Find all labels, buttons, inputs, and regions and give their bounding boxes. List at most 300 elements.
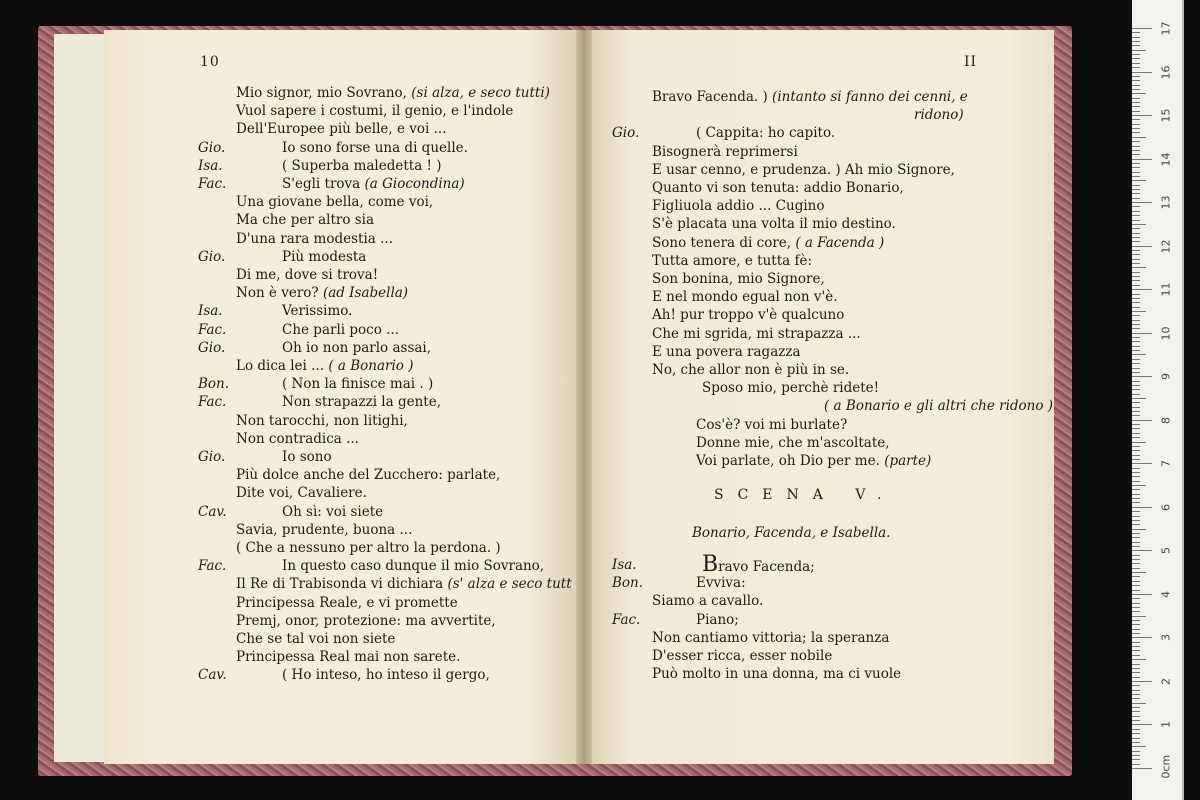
ruler-tick xyxy=(1132,446,1140,447)
stage-direction: (ad Isabella) xyxy=(322,285,409,302)
ruler-number: 5 xyxy=(1159,547,1173,555)
verse-line xyxy=(652,179,904,197)
ruler-tick xyxy=(1132,250,1140,251)
verse-text: ( Superba maledetta ! ) xyxy=(282,157,442,174)
verse-line xyxy=(236,594,458,612)
ruler-tick xyxy=(1132,585,1140,586)
verse-line xyxy=(652,306,844,324)
ruler-tick xyxy=(1132,189,1140,190)
ruler-tick xyxy=(1132,707,1140,708)
ruler-tick xyxy=(1132,529,1146,530)
ruler-tick xyxy=(1132,516,1140,517)
ruler-tick xyxy=(1132,32,1140,33)
speaker-label: Gio. xyxy=(198,139,226,156)
ruler-number: 6 xyxy=(1159,503,1173,511)
verse-text: Sono tenera di core, xyxy=(652,234,796,251)
verse-text: ( Non la finisce mai . ) xyxy=(282,376,434,393)
verse-text: Più dolce anche del Zucchero: parlate, xyxy=(236,467,501,484)
verse-line xyxy=(696,416,847,434)
verse-text: Può molto in una donna, ma ci vuole xyxy=(652,666,902,683)
ruler-tick xyxy=(1132,359,1140,360)
verse-text: E usar cenno, e prudenza. ) Ah mio Signore, xyxy=(652,161,955,178)
verse-line xyxy=(236,521,412,539)
ruler-tick xyxy=(1132,442,1146,443)
ruler-tick xyxy=(1132,655,1140,656)
speaker-label: Bon. xyxy=(612,575,644,592)
book-gutter xyxy=(576,30,592,764)
ruler-tick xyxy=(1132,511,1140,512)
verse-line xyxy=(236,648,460,666)
verse-line xyxy=(652,252,812,270)
ruler-tick xyxy=(1132,41,1140,42)
ruler-tick xyxy=(1132,738,1140,739)
verse-line xyxy=(236,230,393,248)
ruler-tick xyxy=(1132,389,1140,390)
verse-line xyxy=(652,665,901,683)
ruler-tick xyxy=(1132,681,1152,682)
ruler-tick xyxy=(1132,472,1140,473)
ruler-number: 8 xyxy=(1159,416,1173,424)
speaker-label: Cav. xyxy=(198,667,227,684)
verse-line xyxy=(236,102,513,120)
verse-line xyxy=(282,448,332,466)
ruler-tick xyxy=(1132,93,1146,94)
verse-line xyxy=(282,175,465,193)
verse-text: Io sono xyxy=(282,449,332,465)
ruler-tick xyxy=(1132,224,1146,225)
verse-line xyxy=(652,325,861,343)
ruler-number: 14 xyxy=(1159,152,1173,167)
ruler-tick xyxy=(1132,89,1140,90)
verse-text: Piano; xyxy=(696,611,739,628)
ruler-tick xyxy=(1132,307,1140,308)
ruler-tick xyxy=(1132,524,1140,525)
ruler-tick xyxy=(1132,285,1140,286)
ruler-tick xyxy=(1132,119,1140,120)
ruler-tick xyxy=(1132,54,1140,55)
verse-line xyxy=(696,124,835,142)
ruler-tick xyxy=(1132,154,1140,155)
ruler-tick xyxy=(1132,146,1140,147)
verse-text: D'una rara modestia ... xyxy=(236,230,394,247)
ruler-tick xyxy=(1132,368,1140,369)
stage-direction: (intanto si fanno dei cenni, e xyxy=(772,89,968,105)
speaker-label: Fac. xyxy=(198,176,227,192)
verse-text: Principessa Reale, e vi promette xyxy=(236,594,458,611)
verse-line xyxy=(236,193,433,211)
ruler-tick xyxy=(1132,494,1140,495)
ruler-tick xyxy=(1132,433,1140,434)
verse-text: Savia, prudente, buona ... xyxy=(236,521,413,538)
verse-text: Bravo Facenda. ) xyxy=(652,89,773,105)
ruler-tick xyxy=(1132,542,1140,543)
ruler-tick xyxy=(1132,659,1146,660)
ruler-tick xyxy=(1132,311,1146,312)
verse-text: S'è placata una volta il mio destino. xyxy=(652,216,896,233)
verse-text: Evviva: xyxy=(696,575,746,592)
verse-text: Che parli poco ... xyxy=(282,321,399,338)
verse-line xyxy=(652,215,896,233)
speaker-label: Fac. xyxy=(198,321,227,338)
ruler-tick xyxy=(1132,376,1152,377)
ruler-tick xyxy=(1132,259,1140,260)
ruler-tick xyxy=(1132,724,1152,725)
verse-text: Non contradica ... xyxy=(236,430,359,447)
speaker-label: Gio. xyxy=(198,339,226,356)
ruler-tick xyxy=(1132,298,1140,299)
stage-direction: (parte) xyxy=(884,453,932,469)
verse-line xyxy=(282,302,352,320)
speaker-label: Fac. xyxy=(612,611,641,628)
ruler-tick xyxy=(1132,354,1146,355)
ruler-tick xyxy=(1132,598,1140,599)
verse-line xyxy=(236,211,374,229)
ruler-tick xyxy=(1132,206,1140,207)
ruler-tick xyxy=(1132,172,1140,173)
ruler-number: 0cm xyxy=(1159,754,1173,779)
ruler-tick xyxy=(1132,768,1152,769)
ruler-tick xyxy=(1132,185,1140,186)
verse-text: Dell'Europee più belle, e voi ... xyxy=(236,121,447,138)
ruler-tick xyxy=(1132,324,1140,325)
verse-text: E una povera ragazza xyxy=(652,343,801,360)
ruler-tick xyxy=(1132,267,1146,268)
ruler-tick xyxy=(1132,677,1140,678)
scene-title: SCENA V. xyxy=(714,487,896,503)
ruler-tick xyxy=(1132,489,1140,490)
ruler-tick xyxy=(1132,58,1140,59)
ruler-number: 3 xyxy=(1159,634,1173,642)
verse-text: Sposo mio, perchè ridete! xyxy=(702,380,880,397)
verse-text: Tutta amore, e tutta fè: xyxy=(652,252,813,269)
ruler-tick xyxy=(1132,215,1140,216)
ruler-tick xyxy=(1132,394,1140,395)
ruler-tick xyxy=(1132,289,1152,290)
verse-text: Non cantiamo vittoria; la speranza xyxy=(652,629,890,646)
ruler-number: 1 xyxy=(1159,721,1173,729)
scene-characters: Bonario, Facenda, e Isabella. xyxy=(692,525,891,541)
verse-text: Cos'è? voi mi burlate? xyxy=(696,416,848,433)
ruler-tick xyxy=(1132,520,1140,521)
speaker-label: Isa. xyxy=(612,557,637,573)
verse-text: ( Che a nessuno per altro la perdona. ) xyxy=(236,540,501,556)
ruler-number: 16 xyxy=(1159,65,1173,80)
verse-line xyxy=(236,412,408,430)
ruler-tick xyxy=(1132,45,1140,46)
verse-text: Il Re di Trabisonda vi dichiara xyxy=(236,576,448,593)
ruler-tick xyxy=(1132,411,1140,412)
verse-line xyxy=(236,630,395,648)
verse-text: Principessa Real mai non sarete. xyxy=(236,649,461,666)
ruler-tick xyxy=(1132,228,1140,229)
stage-direction: ( a Facenda ) xyxy=(795,234,885,251)
ruler-tick xyxy=(1132,546,1140,547)
ruler-tick xyxy=(1132,694,1140,695)
verse-line xyxy=(236,612,496,630)
verse-text: Donne mie, che m'ascoltate, xyxy=(696,434,890,451)
ruler-tick xyxy=(1132,163,1140,164)
ruler-tick xyxy=(1132,363,1140,364)
ruler-tick xyxy=(1132,455,1140,456)
verse-text: E nel mondo egual non v'è. xyxy=(652,289,838,306)
ruler-tick xyxy=(1132,507,1152,508)
ruler-tick xyxy=(1132,498,1140,499)
ruler-tick xyxy=(1132,220,1140,221)
ruler-tick xyxy=(1132,320,1140,321)
verse-text: Più modesta xyxy=(282,248,367,265)
verse-line xyxy=(914,106,964,124)
verse-line xyxy=(236,266,378,284)
ruler-edge xyxy=(1182,0,1184,800)
ruler-number: 4 xyxy=(1159,590,1173,598)
verse-line xyxy=(696,574,746,592)
ruler-tick xyxy=(1132,302,1140,303)
ruler-tick xyxy=(1132,468,1140,469)
ruler-tick xyxy=(1132,646,1140,647)
speaker-label: Gio. xyxy=(612,125,640,142)
ruler-tick xyxy=(1132,176,1140,177)
verse-text: Mio signor, mio Sovrano, xyxy=(236,85,412,101)
ruler-tick xyxy=(1132,729,1140,730)
ruler-tick xyxy=(1132,37,1140,38)
ruler-tick xyxy=(1132,459,1140,460)
page-number-right: II xyxy=(964,54,978,70)
ruler-tick xyxy=(1132,703,1146,704)
ruler-tick xyxy=(1132,559,1140,560)
ruler-tick xyxy=(1132,150,1140,151)
ruler-tick xyxy=(1132,407,1140,408)
ruler-tick xyxy=(1132,337,1140,338)
verse-text: Non è vero? xyxy=(236,285,323,302)
verse-text: Voi parlate, oh Dio per me. xyxy=(696,453,885,469)
verse-line xyxy=(824,397,1053,415)
ruler-tick xyxy=(1132,106,1140,107)
verse-line xyxy=(652,197,824,215)
ruler-tick xyxy=(1132,698,1140,699)
verse-line xyxy=(282,157,442,175)
ruler-tick xyxy=(1132,502,1140,503)
speaker-label: Isa. xyxy=(198,303,223,320)
ruler-tick xyxy=(1132,629,1140,630)
speaker-label: Gio. xyxy=(198,248,226,265)
verse-line xyxy=(652,592,763,610)
ruler-tick xyxy=(1132,237,1140,238)
ruler-tick xyxy=(1132,167,1140,168)
verse-text: S'egli trova xyxy=(282,176,365,192)
verse-line xyxy=(236,284,408,302)
ruler-tick xyxy=(1132,664,1140,665)
ruler-tick xyxy=(1132,159,1152,160)
verse-text: Premj, onor, protezione: ma avvertite, xyxy=(236,612,496,629)
ruler-tick xyxy=(1132,485,1146,486)
verse-line xyxy=(652,629,889,647)
stage-direction: (si alza, e seco tutti) xyxy=(411,85,550,101)
verse-line xyxy=(696,611,739,629)
verse-text: ( Cappita: ho capito. xyxy=(696,125,836,142)
verse-text: D'esser ricca, esser nobile xyxy=(652,648,833,664)
verse-text: Dite voi, Cavaliere. xyxy=(236,485,367,502)
ruler-tick xyxy=(1132,620,1140,621)
ruler-tick xyxy=(1132,581,1140,582)
ruler-tick xyxy=(1132,476,1140,477)
ruler-number: 11 xyxy=(1159,282,1173,297)
ruler-tick xyxy=(1132,576,1140,577)
ruler-tick xyxy=(1132,759,1140,760)
ruler-tick xyxy=(1132,202,1152,203)
ruler-tick xyxy=(1132,568,1140,569)
verse-text: Non tarocchi, non litighi, xyxy=(236,412,408,429)
verse-text: Quanto vi son tenuta: addio Bonario, xyxy=(652,180,904,196)
ruler-tick xyxy=(1132,624,1140,625)
verse-line xyxy=(282,339,431,357)
ruler-tick xyxy=(1132,72,1152,73)
verse-text: Oh sì: voi siete xyxy=(282,503,384,520)
ruler-tick xyxy=(1132,328,1140,329)
verse-line xyxy=(652,234,884,252)
ruler-tick xyxy=(1132,28,1152,29)
verse-line xyxy=(236,357,413,375)
ruler-tick xyxy=(1132,642,1140,643)
ruler-number: 13 xyxy=(1159,195,1173,210)
left-page xyxy=(104,30,582,764)
ruler-tick xyxy=(1132,280,1140,281)
verse-line xyxy=(652,270,825,288)
right-page xyxy=(584,30,1054,764)
ruler-tick xyxy=(1132,98,1140,99)
verse-line xyxy=(282,248,366,266)
ruler-number: 15 xyxy=(1159,108,1173,123)
ruler-tick xyxy=(1132,420,1152,421)
stage-direction: (a Giocondina) xyxy=(364,176,465,192)
verse-text: In questo caso dunque il mio Sovrano, xyxy=(282,558,545,575)
ruler-tick xyxy=(1132,690,1140,691)
ruler-tick xyxy=(1132,603,1140,604)
verse-text: Io sono forse una di quelle. xyxy=(282,139,468,156)
ruler-tick xyxy=(1132,555,1140,556)
ruler-tick xyxy=(1132,650,1140,651)
ruler-tick xyxy=(1132,124,1140,125)
verse-line xyxy=(696,434,890,452)
verse-line xyxy=(236,539,501,557)
ruler-tick xyxy=(1132,572,1146,573)
ruler-number: 9 xyxy=(1159,373,1173,381)
ruler-tick xyxy=(1132,381,1140,382)
ruler-tick xyxy=(1132,415,1140,416)
ruler-tick xyxy=(1132,137,1146,138)
speaker-label: Cav. xyxy=(198,503,227,520)
verse-text: Ah! pur troppo v'è qualcuno xyxy=(652,307,845,324)
ruler-tick xyxy=(1132,672,1140,673)
ruler-tick xyxy=(1132,720,1140,721)
ruler-tick xyxy=(1132,85,1140,86)
verse-line xyxy=(282,393,441,411)
ruler-tick xyxy=(1132,193,1140,194)
ruler-tick xyxy=(1132,463,1152,464)
ruler-tick xyxy=(1132,611,1140,612)
ruler-tick xyxy=(1132,481,1140,482)
ruler-tick xyxy=(1132,63,1140,64)
ruler-number: 17 xyxy=(1159,21,1173,36)
verse-line xyxy=(702,379,879,397)
ruler-tick xyxy=(1132,755,1140,756)
ruler-tick xyxy=(1132,263,1140,264)
speaker-label: Bon. xyxy=(198,376,230,393)
ruler-tick xyxy=(1132,533,1140,534)
ruler-tick xyxy=(1132,711,1140,712)
ruler-tick xyxy=(1132,424,1140,425)
ruler-tick xyxy=(1132,402,1140,403)
ruler-tick xyxy=(1132,437,1140,438)
verse-line xyxy=(236,120,447,138)
verse-line xyxy=(696,452,931,470)
verse-line xyxy=(652,343,801,361)
ruler-tick xyxy=(1132,563,1140,564)
ruler-tick xyxy=(1132,637,1152,638)
ruler-tick xyxy=(1132,350,1140,351)
ruler-tick xyxy=(1132,198,1140,199)
ruler-tick xyxy=(1132,76,1140,77)
ruler-tick xyxy=(1132,616,1146,617)
ruler-tick xyxy=(1132,211,1140,212)
ruler-tick xyxy=(1132,115,1152,116)
ruler-tick xyxy=(1132,233,1140,234)
verse-text: Di me, dove si trova! xyxy=(236,267,379,283)
verse-text: Oh io non parlo assai, xyxy=(282,339,432,356)
ruler-tick xyxy=(1132,590,1140,591)
verse-line xyxy=(282,375,433,393)
stage-direction: (s' alza e seco tutt xyxy=(447,576,572,593)
ruler-tick xyxy=(1132,633,1140,634)
ruler-tick xyxy=(1132,315,1140,316)
verse-line xyxy=(282,666,490,684)
ruler-tick xyxy=(1132,341,1140,342)
ruler-tick xyxy=(1132,594,1152,595)
ruler-tick xyxy=(1132,294,1140,295)
verse-line xyxy=(236,466,500,484)
verse-line xyxy=(652,647,832,665)
verse-text: ( Ho inteso, ho inteso il gergo, xyxy=(282,667,490,684)
ruler-tick xyxy=(1132,80,1140,81)
verse-line xyxy=(236,430,359,448)
verse-text: Che se tal voi non siete xyxy=(236,631,396,647)
speaker-label: Gio. xyxy=(198,449,226,465)
verse-text: Ma che per altro sia xyxy=(236,212,375,229)
ruler-tick xyxy=(1132,272,1140,273)
ruler-number: 7 xyxy=(1159,460,1173,468)
ruler-tick xyxy=(1132,254,1140,255)
ruler-tick xyxy=(1132,450,1140,451)
ruler-tick xyxy=(1132,128,1140,129)
verse-text: No, che allor non è più in se. xyxy=(652,362,850,378)
verse-line xyxy=(282,557,544,575)
measuring-ruler xyxy=(1132,0,1184,800)
verse-text: Lo dica lei ... xyxy=(236,358,329,374)
ruler-tick xyxy=(1132,550,1152,551)
verse-text: Vuol sapere i costumi, il genio, e l'indole xyxy=(236,103,514,120)
speaker-label: Isa. xyxy=(198,157,223,174)
verse-line xyxy=(652,88,968,106)
verse-line xyxy=(652,288,838,306)
ruler-tick xyxy=(1132,746,1146,747)
verse-line xyxy=(236,484,367,502)
verse-line xyxy=(652,361,849,379)
verse-text: Verissimo. xyxy=(282,303,353,320)
verse-text: Che mi sgrida, mi strapazza ... xyxy=(652,325,861,342)
ruler-number: 2 xyxy=(1159,677,1173,685)
verse-text: Figliuola addio ... Cugino xyxy=(652,198,825,215)
ruler-tick xyxy=(1132,668,1140,669)
ruler-tick xyxy=(1132,141,1140,142)
